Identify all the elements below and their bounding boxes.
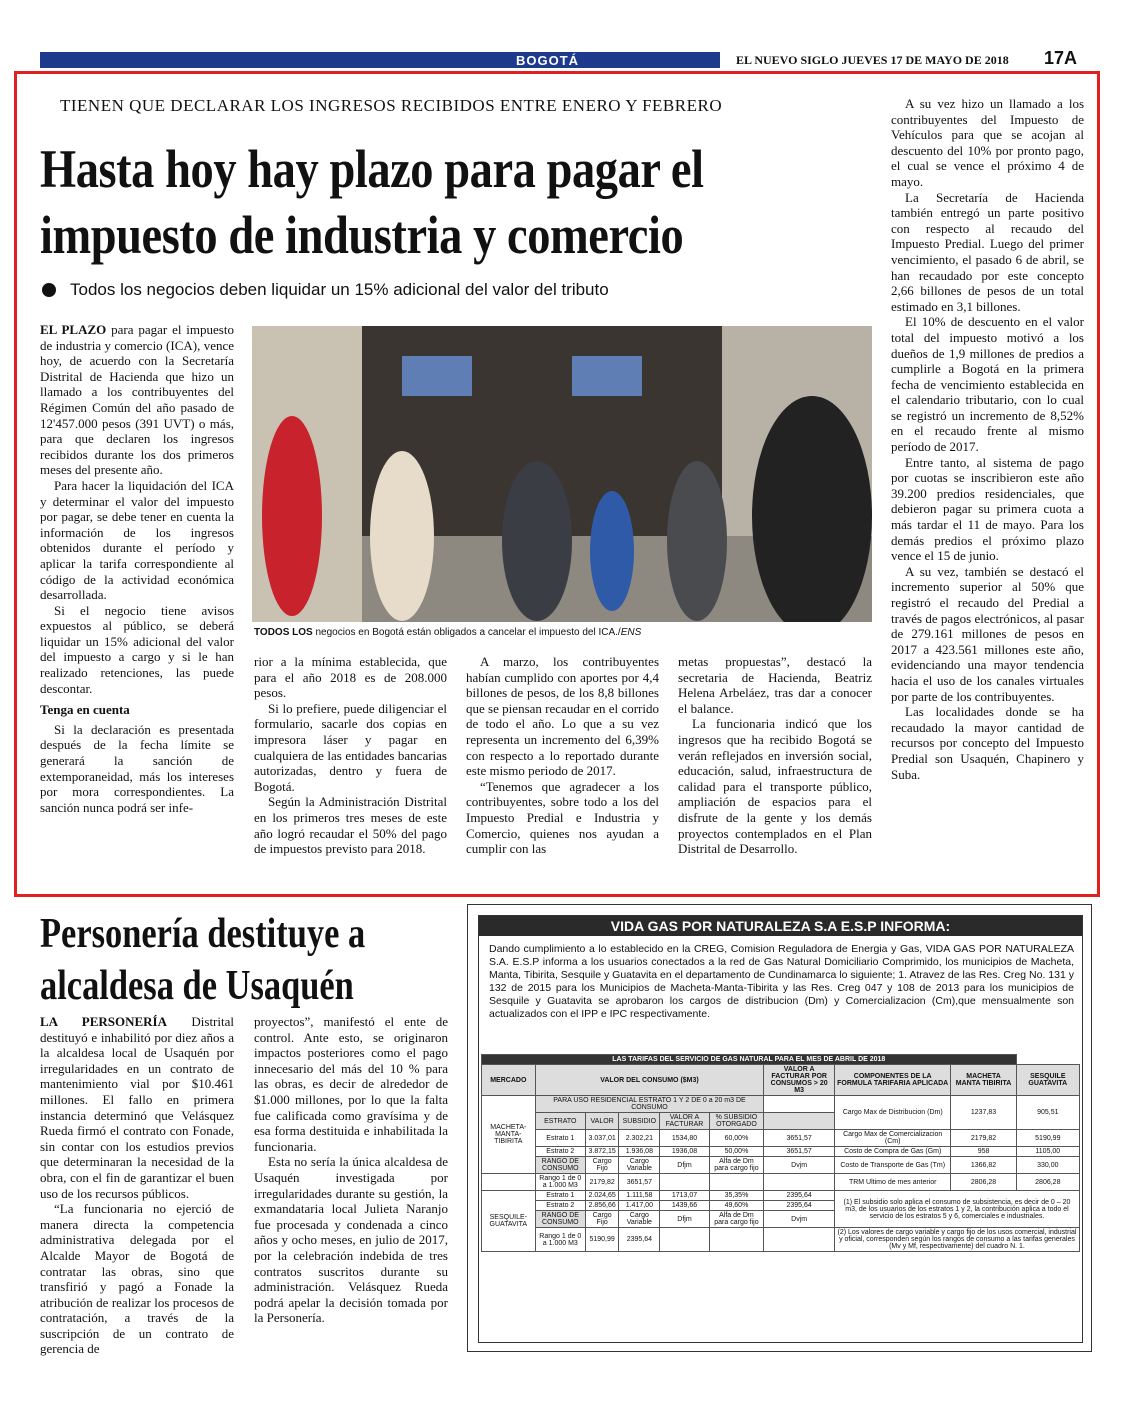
paragraph: El 10% de descuento en el valor total del impuesto motivó a los dueños de 1,9 millones de predios a cumplirle a Bogotá en la primera fecha de vencimiento establecida en el calendario tributario, con lo cual se registró un incremento de 8,52% en el recaudo frente al mismo período de 2017. [891,314,1084,455]
article-headline [40,136,762,268]
caption-text: negocios en Bogotá están obligados a cancelar el impuesto del ICA./ [312,627,621,638]
paragraph: LA PERSONERÍA Distrital destituyó e inhabilitó por diez años a la alcaldesa local de Usaquén por irregularidades en un contrato de mantenimiento vial por $10.461 millones. El fallo en primera instancia determinó que Velásquez Rueda firmó el contrato con Fonade, sin contar con los estudios previos que determinaran la necesidad de la obra, con el fin de garantizar el buen uso de los recursos públicos. [40,1014,234,1201]
article-column-3 [466,654,659,857]
paragraph: A su vez, también se destacó el incremento superior al 50% que registró el recaudo del Predial a través de pagos electrónicos, al pasar de 279.161 millones de pesos en 2017 a 423.561 millones este año, evidenciando una mayor tendencia hacia el uso de los canales virtuales por parte de los contribuyentes. [891,563,1084,704]
paragraph: Si la declaración es presentada después de la fecha límite se generará la sanción de extemporaneidad, más los intereses por mora correspondientes. La sanción nunca podrá ser infe- [40,721,234,815]
market-1: MACHETA-MANTA-TIBIRITA [482,1096,536,1174]
col-facturar: VALOR A FACTURAR POR CONSUMOS > 20 M3 [764,1065,835,1096]
paragraph: metas propuestas”, destacó la secretaria de Hacienda, Beatriz Helena Arbeláez, tras dar a conocer el balance. [678,654,872,716]
section-name: BOGOTÁ [516,53,580,68]
table-row [482,1096,1080,1113]
gas-tariff-notice [467,904,1092,1352]
caption-credit: ENS [620,627,642,638]
paragraph: proyectos”, manifestó el ente de control. Ante esto, se originaron impactos posteriores como el pago innecesario del más del 10 % para las obras, es decir de alrededor de $1.000 millones, por lo que la falta fue calificada como gravísima y de esa forma destituida e inhabilitada la funcionaria. [254,1014,448,1154]
bullet-icon [42,283,56,297]
second-article-column-2 [254,1014,448,1326]
headline-line-1: Hasta hoy hay plazo para pagar el [40,139,704,199]
notice-title: VIDA GAS POR NATURALEZA S.A E.S.P INFORMA: [479,916,1082,936]
table-row: Estrato 1 3.037,01 2.302,21 1534,80 60,00% 3651,57 Cargo Max de Comercializacion (Cm) 2179,82 5190,99 [482,1130,1080,1147]
paragraph: Si el negocio tiene avisos expuestos al público, se deberá liquidar un 15% adicional del valor del impuesto a cargo y si le han realizado retenciones, las puede descontar. [40,602,234,696]
paragraph: A su vez hizo un llamado a los contribuyentes del Impuesto de Vehículos para que se acojan al descuento del 10% por pronto pago, el cual se vence el próximo 4 de mayo. [891,96,1084,189]
paragraph: “Tenemos que agradecer a los contribuyentes, sobre todo a los del Impuesto Predial e Industria y Comercio, quienes nos ayudan a cumplir con las [466,778,659,857]
note-2: (2) Los valores de cargo variable y cargo fijo de los usos comercial, industrial y oficial, corresponden según los rangos de consumo a las tarifas generales (Mv y Mf, respectivamente) del cuadro N. 1. [834,1228,1079,1252]
article-column-4 [678,654,872,857]
article-subhead [42,280,609,300]
paper-name: EL NUEVO SIGLO [736,53,839,67]
paragraph: Esta no sería la única alcaldesa de Usaquén investigada por irregularidades durante su gestión, la exmandataria local Julieta Naranjo fue procesada y condenada a cinco años y ocho meses, en julio de 2017, por la celebración indebida de tres contratos suscritos durante su administración. Velásquez Rueda podrá apelar la decisión tomada por la Personería. [254,1154,448,1326]
page-number: 17A [1044,48,1078,68]
component-value: 905,51 [1016,1096,1079,1130]
notice-inner [478,915,1083,1343]
paragraph: “La funcionaria no ejerció de manera directa la competencia administrativa delegada por el Alcalde Mayor de Bogotá de contratar las obras, sino que transfirió y pagó a Fonade la atribución de realizar los procesos de contratación, a través de la suscripción de un contrato de gerencia de [40,1201,234,1357]
article-column-5 [891,96,1084,782]
header-date [736,53,1009,68]
table-row: RANGO DE CONSUMO Cargo Fijo Cargo Variable Dfjm Alfa de Dm para cargo fijo Dvjm [482,1211,1080,1228]
article-column-1 [40,322,234,815]
table-row: SESQUILE-GUATAVITA Estrato 1 2.024,65 1.111,58 1713,07 35,35% 2395,64 (1) El subsidio solo aplica el consumo de subsistencia, es decir de 0 – 20 m3, de los usuarios de los estratos 1 y 2, la contribución aplica a todo el servicio de los estratos 5 y 6, comerciales e industriales. [482,1191,1080,1201]
paragraph: EL PLAZO para pagar el impuesto de industria y comercio (ICA), vence hoy, de acuerdo con la Secretaría Distrital de Hacienda que hizo un llamado a los contribuyentes del Régimen Común del año pasado de 12'457.000 pesos (391 UVT) o más, para que declaren los ingresos recibidos durante los dos primeros meses del presente año. [40,322,234,478]
paragraph: La Secretaría de Hacienda también entregó un parte positivo con respecto al recaudo del Impuesto Predial. Luego del primer vencimiento, el pasado 6 de abril, se han recaudado por este concepto 2,66 billones de pesos de un total estimado en 3,1 billones. [891,189,1084,314]
headline-line-1: Personería destituye a [40,911,366,957]
paragraph: Según la Administración Distrital en los primeros tres meses de este año logró recaudar el 50% del pago de impuestos previsto para 2018. [254,794,447,857]
table-row: RANGO DE CONSUMO Cargo Fijo Cargo Variable Dfjm Alfa de Dm para cargo fijo Dvjm Costo de Transporte de Gas (Tm) 1366,82 330,00 [482,1157,1080,1174]
paragraph: Las localidades donde se ha recaudado la mayor cantidad de recursos por concepto del Impuesto Predial son Usaquén, Chapinero y Suba. [891,704,1084,782]
component-value: 1237,83 [951,1096,1016,1130]
col-sesquile: SESQUILE GUATAVITA [1016,1065,1079,1096]
paragraph: Entre tanto, al sistema de pago por cuotas se inscribieron este año 39.200 predios residenciales, que debieron pagar su primera cuota a más tardar el 11 de mayo. Para los demás predios el próximo plazo vence el 15 de junio. [891,454,1084,564]
market-2: SESQUILE-GUATAVITA [482,1191,536,1252]
col-valor: VALOR DEL CONSUMO ($M3) [535,1065,764,1096]
sub-header: PARA USO RESIDENCIAL ESTRATO 1 Y 2 DE 0 a 20 m3 DE CONSUMO [535,1096,764,1113]
table-row: Estrato 2 3.872,15 1.936,08 1936,08 50,00% 3651,57 Costo de Compra de Gas (Gm) 958 1105,00 [482,1147,1080,1157]
paragraph: Si lo prefiere, puede diligenciar el formulario, sacarle dos copias en impresora láser y pagar en cualquiera de las entidades bancarias autorizadas, dentro y fuera de Bogotá. [254,700,447,794]
section-subtitle: Tenga en cuenta [40,702,130,718]
issue-date: JUEVES 17 DE MAYO DE 2018 [841,53,1009,67]
paragraph: A marzo, los contribuyentes habían cumplido con aportes por 4,4 billones de pesos, de los 8,8 billones que se piensan recaudar en el corrido de todo el año. Lo que a su vez representa un incremento del 6,39% con respecto a lo reportado durante este mismo periodo de 2017. [466,654,659,779]
caption-lead: TODOS LOS [254,627,313,638]
headline-line-2: alcaldesa de Usaquén [40,963,354,1009]
table-header-row [482,1065,1080,1096]
table-row: Estrato 2 2.856,66 1.417,00 1439,66 49,60% 2395,64 [482,1201,1080,1211]
lead-in: EL PLAZO [40,322,107,337]
table-row: ESTRATO VALOR SUBSIDIO VALOR A FACTURAR % SUBSIDIO OTORGADO [482,1113,1080,1130]
street-scene-image [252,326,872,622]
tariff-table [481,1054,1080,1252]
second-article-headline [40,908,368,1012]
paragraph: rior a la mínima establecida, que para el año 2018 es de 208.000 pesos. [254,654,447,701]
subhead-text: Todos los negocios deben liquidar un 15% adicional del valor del tributo [70,280,609,299]
table-title: LAS TARIFAS DEL SERVICIO DE GAS NATURAL PARA EL MES DE ABRIL DE 2018 [482,1055,1017,1065]
component-name: Cargo Max de Distribucion (Dm) [834,1096,950,1130]
article-column-2 [254,654,447,857]
col-componentes: COMPONENTES DE LA FORMULA TARIFARIA APLICADA [834,1065,950,1096]
lead-in: LA PERSONERÍA [40,1014,167,1029]
paragraph: La funcionaria indicó que los ingresos que ha recibido Bogotá se verán reflejados en inversión social, educación, salud, infraestructura de calidad para el transporte público, ampliación de espacios para el disfrute de la gente y los demás proyectos contemplados en el Plan Distrital de Desarrollo. [678,716,872,857]
notice-text: Dando cumplimiento a lo establecido en la CREG, Comision Reguladora de Energia y Gas, VIDA GAS POR NATURALEZA S.A. E.S.P informa a los usuarios conectados a la red de Gas Natural Domiciliario Comprimido, los municipios de Macheta, Manta, Tibirita, Sesquile y Guatavita en el departamento de Cundinamarca lo siguiente; 1. Atravez de las Res. Creg No. 131 y 132 de 2015 para los Municipios de Macheta-Manta-Tibirita y las Res. Creg 047 y 108 de 2013 para los municipios de Sesquile y Guatavita se aprobaron los cargos de distribucion (Dm) y Comercializacion (Cm),que mensualmente son actualizados con el IPP e IPC respectivamente. [489,943,1074,1020]
col-mercado: MERCADO [482,1065,536,1096]
article-kicker: TIENEN QUE DECLARAR LOS INGRESOS RECIBIDOS ENTRE ENERO Y FEBRERO [60,96,723,115]
headline-line-2: impuesto de industria y comercio [40,205,684,265]
paragraph: Para hacer la liquidación del ICA y determinar el valor del impuesto por pagar, se debe tener en cuenta la información de los ingresos obtenidos durante el período y aplicar la tarifa correspondiente al código de la actividad económica desarrollada. [40,477,234,603]
col-macheta: MACHETA MANTA TIBIRITA [951,1065,1016,1096]
table-row: Rango 1 de 0 a 1.000 M3 2179,82 3651,57 TRM Ultimo de mes anterior 2806,28 2806,28 [482,1174,1080,1191]
photo-caption [254,627,641,638]
second-article-column-1 [40,1014,234,1357]
article-photo [252,326,872,622]
note-1: (1) El subsidio solo aplica el consumo de subsistencia, es decir de 0 – 20 m3, de los usuarios de los estratos 1 y 2, la contribución aplica a todo el servicio de los estratos 5 y 6, comerciales e industriales. [834,1191,1079,1228]
table-row: Rango 1 de 0 a 1.000 M3 5190,99 2395,64 (2) Los valores de cargo variable y cargo fijo de los usos comercial, industrial y oficial, corresponden según los rangos de consumo a las tarifas generales (Mv y Mf, respectivamente) del cuadro N. 1. [482,1228,1080,1252]
